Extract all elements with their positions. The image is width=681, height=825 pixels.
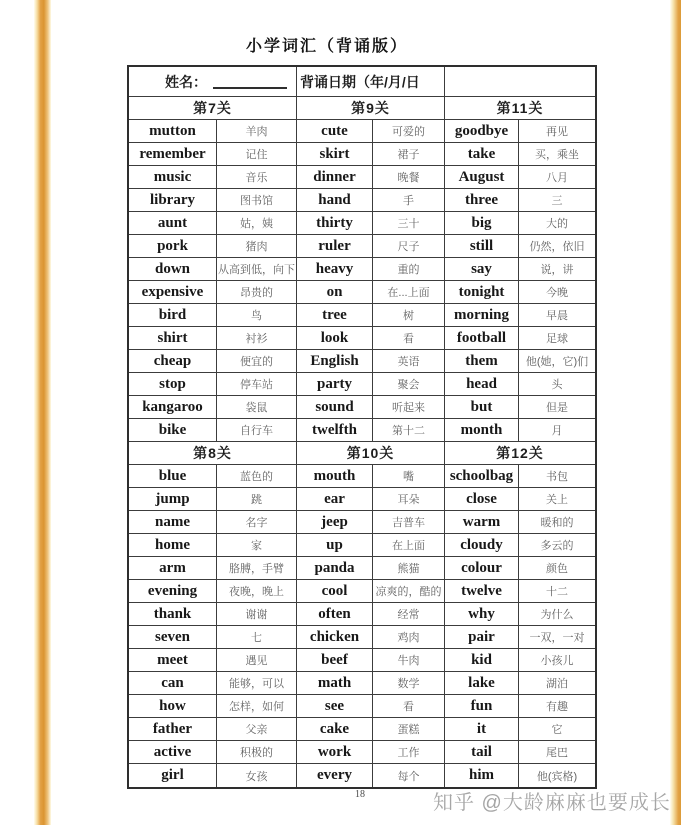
word-cell-zh: 夜晚，晚上 bbox=[217, 580, 297, 603]
word-cell-zh: 三 bbox=[519, 189, 595, 212]
word-cell-en: it bbox=[445, 718, 519, 741]
word-cell-en: kangaroo bbox=[129, 396, 217, 419]
word-cell-zh: 谢谢 bbox=[217, 603, 297, 626]
word-cell-zh: 头 bbox=[519, 373, 595, 396]
word-cell-en: tree bbox=[297, 304, 373, 327]
word-cell-en: cool bbox=[297, 580, 373, 603]
word-cell-zh: 月 bbox=[519, 419, 595, 442]
word-cell-zh: 它 bbox=[519, 718, 595, 741]
word-cell-en: chicken bbox=[297, 626, 373, 649]
word-cell-zh: 尾巴 bbox=[519, 741, 595, 764]
word-cell-zh: 记住 bbox=[217, 143, 297, 166]
word-cell-zh: 怎样，如何 bbox=[217, 695, 297, 718]
word-cell-zh: 听起来 bbox=[373, 396, 445, 419]
word-cell-zh: 关上 bbox=[519, 488, 595, 511]
section-header: 第11关 bbox=[445, 97, 595, 120]
word-cell-en: ruler bbox=[297, 235, 373, 258]
word-cell-zh: 在上面 bbox=[373, 534, 445, 557]
word-cell-zh: 女孩 bbox=[217, 764, 297, 787]
word-cell-en: cake bbox=[297, 718, 373, 741]
word-cell-zh: 聚会 bbox=[373, 373, 445, 396]
word-cell-en: home bbox=[129, 534, 217, 557]
word-cell-zh: 能够，可以 bbox=[217, 672, 297, 695]
word-cell-zh: 图书馆 bbox=[217, 189, 297, 212]
word-cell-en: cloudy bbox=[445, 534, 519, 557]
word-cell-en: kid bbox=[445, 649, 519, 672]
word-cell-en: cheap bbox=[129, 350, 217, 373]
word-cell-en: close bbox=[445, 488, 519, 511]
word-cell-en: big bbox=[445, 212, 519, 235]
word-cell-en: mouth bbox=[297, 465, 373, 488]
word-cell-en: library bbox=[129, 189, 217, 212]
word-cell-zh: 羊肉 bbox=[217, 120, 297, 143]
section-header: 第10关 bbox=[297, 442, 445, 465]
word-cell-zh: 今晚 bbox=[519, 281, 595, 304]
word-cell-en: bike bbox=[129, 419, 217, 442]
name-label: 姓名： bbox=[165, 73, 207, 90]
word-cell-en: colour bbox=[445, 557, 519, 580]
word-cell-en: girl bbox=[129, 764, 217, 787]
header-name-cell bbox=[129, 67, 297, 97]
word-cell-en: head bbox=[445, 373, 519, 396]
word-cell-en: him bbox=[445, 764, 519, 787]
word-cell-zh: 早晨 bbox=[519, 304, 595, 327]
watermark: 知乎 @大龄麻麻也要成长 bbox=[433, 792, 671, 814]
word-cell-zh: 他(她，它)们 bbox=[519, 350, 595, 373]
word-cell-en: but bbox=[445, 396, 519, 419]
word-cell-en: music bbox=[129, 166, 217, 189]
word-cell-en: three bbox=[445, 189, 519, 212]
word-cell-en: why bbox=[445, 603, 519, 626]
word-cell-en: jeep bbox=[297, 511, 373, 534]
word-cell-en: thank bbox=[129, 603, 217, 626]
word-cell-zh: 音乐 bbox=[217, 166, 297, 189]
word-cell-en: skirt bbox=[297, 143, 373, 166]
word-cell-en: ear bbox=[297, 488, 373, 511]
word-cell-en: see bbox=[297, 695, 373, 718]
word-cell-zh: 三十 bbox=[373, 212, 445, 235]
word-cell-en: shirt bbox=[129, 327, 217, 350]
word-cell-zh: 胳膊，手臂 bbox=[217, 557, 297, 580]
word-cell-en: say bbox=[445, 258, 519, 281]
word-cell-en: math bbox=[297, 672, 373, 695]
word-cell-en: still bbox=[445, 235, 519, 258]
word-cell-en: goodbye bbox=[445, 120, 519, 143]
word-cell-en: down bbox=[129, 258, 217, 281]
word-cell-zh: 暖和的 bbox=[519, 511, 595, 534]
word-cell-zh: 停车站 bbox=[217, 373, 297, 396]
word-cell-zh: 鸡肉 bbox=[373, 626, 445, 649]
word-cell-zh: 熊猫 bbox=[373, 557, 445, 580]
word-cell-zh: 树 bbox=[373, 304, 445, 327]
word-cell-en: month bbox=[445, 419, 519, 442]
word-cell-en: sound bbox=[297, 396, 373, 419]
word-cell-zh: 重的 bbox=[373, 258, 445, 281]
word-cell-zh: 蓝色的 bbox=[217, 465, 297, 488]
section-header: 第8关 bbox=[129, 442, 297, 465]
word-cell-zh: 跳 bbox=[217, 488, 297, 511]
word-cell-zh: 但是 bbox=[519, 396, 595, 419]
word-cell-en: schoolbag bbox=[445, 465, 519, 488]
word-cell-en: expensive bbox=[129, 281, 217, 304]
header-date-cell: 背诵日期（年/月/日 bbox=[297, 67, 445, 97]
word-cell-zh: 英语 bbox=[373, 350, 445, 373]
word-cell-en: lake bbox=[445, 672, 519, 695]
word-cell-en: father bbox=[129, 718, 217, 741]
word-cell-zh: 袋鼠 bbox=[217, 396, 297, 419]
word-cell-en: panda bbox=[297, 557, 373, 580]
word-cell-en: how bbox=[129, 695, 217, 718]
header-empty-cell bbox=[445, 67, 595, 97]
word-cell-en: remember bbox=[129, 143, 217, 166]
word-cell-zh: 仍然，依旧 bbox=[519, 235, 595, 258]
page-title: 小学词汇（背诵版） bbox=[245, 38, 408, 55]
word-cell-zh: 耳朵 bbox=[373, 488, 445, 511]
vocab-grid bbox=[127, 65, 597, 789]
word-cell-zh: 在...上面 bbox=[373, 281, 445, 304]
word-cell-en: dinner bbox=[297, 166, 373, 189]
word-cell-zh: 名字 bbox=[217, 511, 297, 534]
word-cell-zh: 可爱的 bbox=[373, 120, 445, 143]
word-cell-en: up bbox=[297, 534, 373, 557]
word-cell-zh: 说，讲 bbox=[519, 258, 595, 281]
word-cell-zh: 为什么 bbox=[519, 603, 595, 626]
word-cell-en: English bbox=[297, 350, 373, 373]
word-cell-zh: 家 bbox=[217, 534, 297, 557]
word-cell-en: them bbox=[445, 350, 519, 373]
word-cell-zh: 看 bbox=[373, 327, 445, 350]
word-cell-zh: 吉普车 bbox=[373, 511, 445, 534]
word-cell-zh: 裙子 bbox=[373, 143, 445, 166]
word-cell-zh: 姑，姨 bbox=[217, 212, 297, 235]
word-cell-en: mutton bbox=[129, 120, 217, 143]
word-cell-zh: 颜色 bbox=[519, 557, 595, 580]
word-cell-en: meet bbox=[129, 649, 217, 672]
word-cell-zh: 手 bbox=[373, 189, 445, 212]
word-cell-zh: 一双，一对 bbox=[519, 626, 595, 649]
word-cell-zh: 八月 bbox=[519, 166, 595, 189]
word-cell-en: every bbox=[297, 764, 373, 787]
word-cell-zh: 买，乘坐 bbox=[519, 143, 595, 166]
word-cell-zh: 工作 bbox=[373, 741, 445, 764]
section-header: 第9关 bbox=[297, 97, 445, 120]
word-cell-zh: 第十二 bbox=[373, 419, 445, 442]
word-cell-en: party bbox=[297, 373, 373, 396]
word-cell-en: arm bbox=[129, 557, 217, 580]
word-cell-en: warm bbox=[445, 511, 519, 534]
word-cell-zh: 嘴 bbox=[373, 465, 445, 488]
word-cell-en: blue bbox=[129, 465, 217, 488]
word-cell-zh: 看 bbox=[373, 695, 445, 718]
word-cell-zh: 有趣 bbox=[519, 695, 595, 718]
word-cell-zh: 凉爽的，酷的 bbox=[373, 580, 445, 603]
page-edge-stripe-right bbox=[670, 0, 681, 825]
word-cell-zh: 从高到低，向下 bbox=[217, 258, 297, 281]
word-cell-zh: 再见 bbox=[519, 120, 595, 143]
name-blank-line bbox=[213, 74, 287, 89]
word-cell-en: pork bbox=[129, 235, 217, 258]
word-cell-en: hand bbox=[297, 189, 373, 212]
word-cell-zh: 衬衫 bbox=[217, 327, 297, 350]
section-header: 第7关 bbox=[129, 97, 297, 120]
word-cell-en: pair bbox=[445, 626, 519, 649]
word-cell-zh: 书包 bbox=[519, 465, 595, 488]
word-cell-en: football bbox=[445, 327, 519, 350]
word-cell-en: bird bbox=[129, 304, 217, 327]
word-cell-zh: 猪肉 bbox=[217, 235, 297, 258]
word-cell-zh: 蛋糕 bbox=[373, 718, 445, 741]
word-cell-en: jump bbox=[129, 488, 217, 511]
word-cell-zh: 经常 bbox=[373, 603, 445, 626]
word-cell-zh: 牛肉 bbox=[373, 649, 445, 672]
word-cell-zh: 七 bbox=[217, 626, 297, 649]
word-cell-en: take bbox=[445, 143, 519, 166]
word-cell-zh: 积极的 bbox=[217, 741, 297, 764]
page-number: 18 bbox=[355, 789, 365, 800]
word-cell-en: heavy bbox=[297, 258, 373, 281]
section-header: 第12关 bbox=[445, 442, 595, 465]
word-cell-en: tonight bbox=[445, 281, 519, 304]
word-cell-en: on bbox=[297, 281, 373, 304]
word-cell-en: fun bbox=[445, 695, 519, 718]
word-cell-zh: 大的 bbox=[519, 212, 595, 235]
word-cell-en: stop bbox=[129, 373, 217, 396]
word-cell-en: active bbox=[129, 741, 217, 764]
word-cell-zh: 昂贵的 bbox=[217, 281, 297, 304]
word-cell-zh: 自行车 bbox=[217, 419, 297, 442]
word-cell-en: look bbox=[297, 327, 373, 350]
word-cell-zh: 足球 bbox=[519, 327, 595, 350]
word-cell-zh: 湖泊 bbox=[519, 672, 595, 695]
word-cell-zh: 他(宾格) bbox=[536, 770, 578, 783]
word-cell-zh: 鸟 bbox=[217, 304, 297, 327]
word-cell-en: beef bbox=[297, 649, 373, 672]
word-cell-zh: 遇见 bbox=[217, 649, 297, 672]
page-edge-stripe-left bbox=[34, 0, 51, 825]
word-cell-zh: 尺子 bbox=[373, 235, 445, 258]
word-cell-en: name bbox=[129, 511, 217, 534]
word-cell-zh: 数学 bbox=[373, 672, 445, 695]
word-cell-en: often bbox=[297, 603, 373, 626]
word-cell-en: thirty bbox=[297, 212, 373, 235]
word-cell-zh: 多云的 bbox=[519, 534, 595, 557]
word-cell-zh: 晚餐 bbox=[373, 166, 445, 189]
word-cell-zh: 便宜的 bbox=[217, 350, 297, 373]
word-cell-en: aunt bbox=[129, 212, 217, 235]
word-cell-en: cute bbox=[297, 120, 373, 143]
word-cell-en: can bbox=[129, 672, 217, 695]
word-cell-zh: 小孩儿 bbox=[519, 649, 595, 672]
word-cell-zh: 每个 bbox=[373, 764, 445, 787]
word-cell-en: morning bbox=[445, 304, 519, 327]
word-cell-en: seven bbox=[129, 626, 217, 649]
word-cell-zh: 父亲 bbox=[217, 718, 297, 741]
word-cell-en: August bbox=[445, 166, 519, 189]
word-cell-en: twelfth bbox=[297, 419, 373, 442]
word-cell-en: work bbox=[297, 741, 373, 764]
word-cell-zh: 十二 bbox=[519, 580, 595, 603]
word-cell-en: tail bbox=[445, 741, 519, 764]
word-cell-en: evening bbox=[129, 580, 217, 603]
word-cell-en: twelve bbox=[445, 580, 519, 603]
